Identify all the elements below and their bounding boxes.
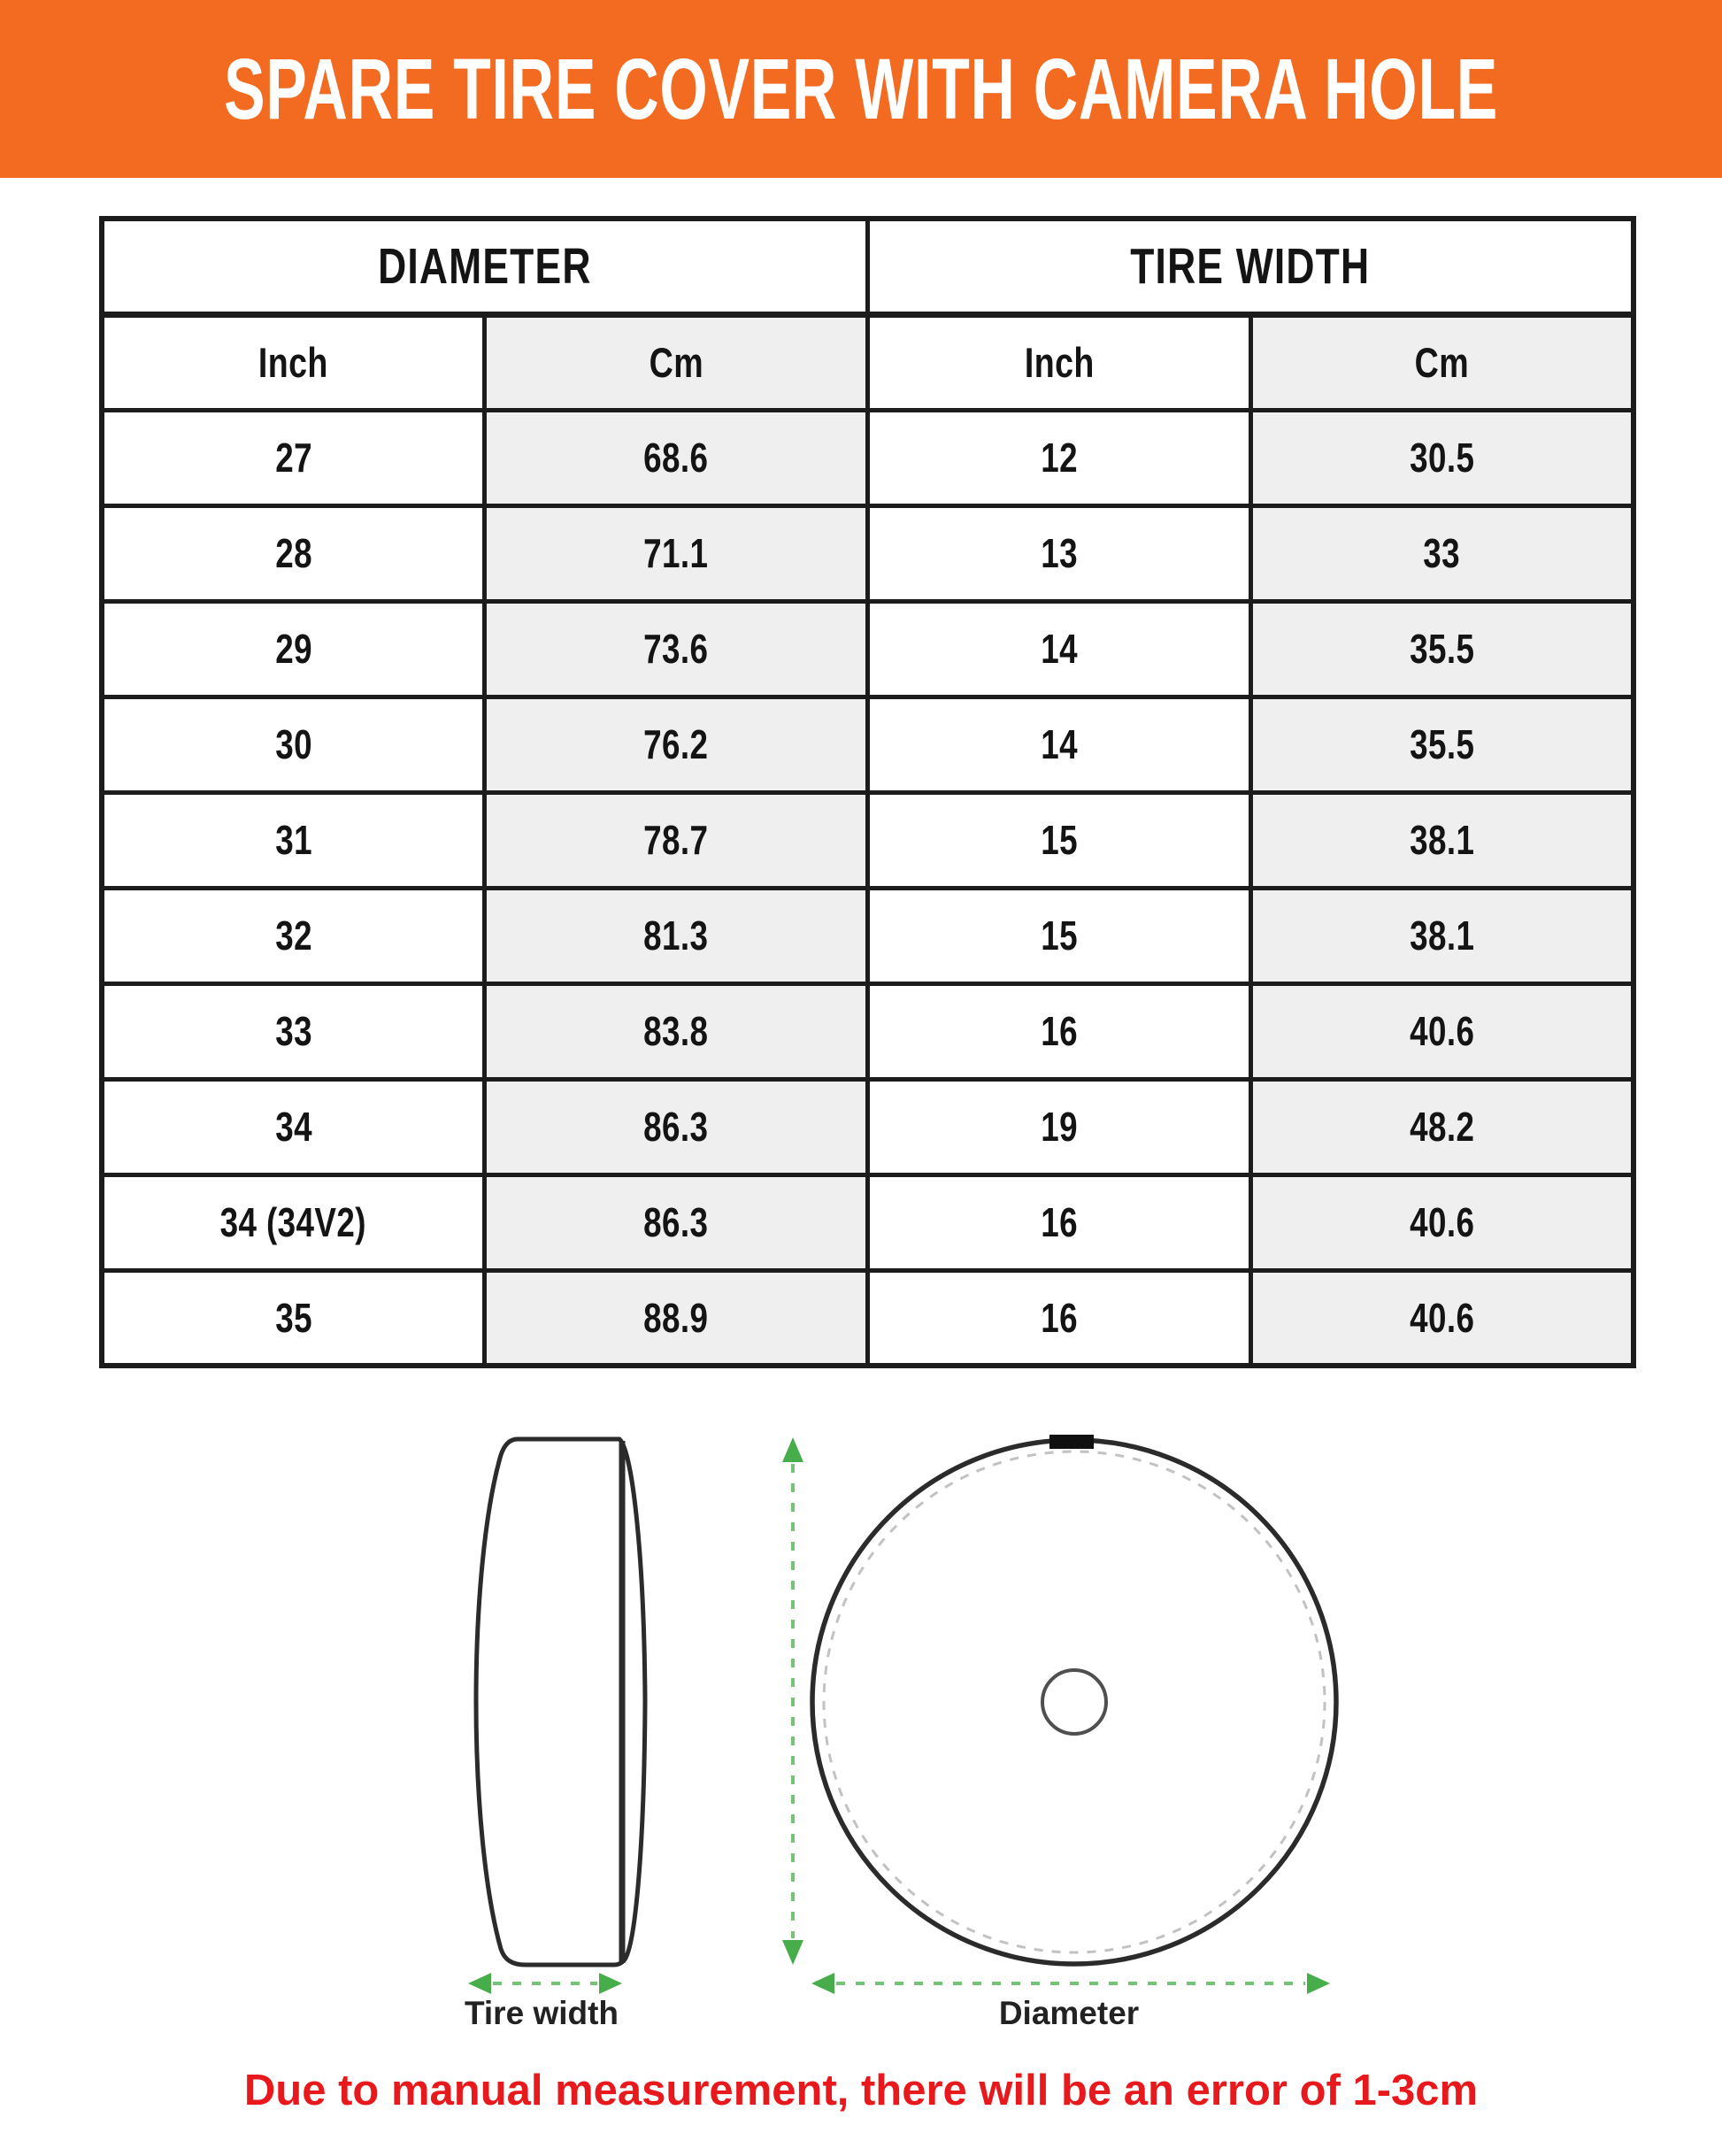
cell-cm [485,410,868,505]
cell-value: 40.6 [1409,1199,1474,1245]
cell-inch [868,697,1251,792]
sub-header-text: Inch [1024,339,1095,386]
cell-value: 34 [274,1104,312,1150]
cell-cm [1250,1174,1634,1270]
cell-value: 30 [274,721,312,767]
cell-inch [102,888,485,983]
cell-inch [102,1079,485,1174]
cell-cm [1250,888,1634,983]
table-row [102,601,1634,697]
cell-value: 68.6 [643,435,709,481]
cell-inch [868,601,1251,697]
cell-value: 28 [274,530,312,576]
cell-value: 33 [1423,530,1461,576]
size-table-head [102,219,1634,410]
tire-diagram [0,1381,1722,2071]
cell-value: 30.5 [1409,435,1474,481]
cell-value: 31 [274,817,312,863]
group-header-tire-width [868,219,1634,314]
cell-inch [102,601,485,697]
cell-cm [485,601,868,697]
cell-inch [868,888,1251,983]
cell-value: 86.3 [643,1199,709,1245]
cell-value: 16 [1040,1294,1078,1341]
cell-value: 14 [1040,721,1078,767]
cell-cm [485,983,868,1079]
camera-hole [1042,1670,1106,1734]
cell-cm [485,1270,868,1366]
cell-value: 71.1 [643,530,709,576]
group-header-diameter-text: DIAMETER [378,237,592,295]
vertical-arrow-head-bottom [782,1940,803,1965]
diameter-label: Diameter [998,1995,1140,2031]
tire-front-view [812,1435,1336,1964]
page-title-text: SPARE TIRE COVER WITH CAMERA HOLE [224,41,1498,137]
table-row [102,792,1634,888]
cell-inch [102,505,485,601]
cell-value: 16 [1040,1008,1078,1054]
cell-value: 32 [274,912,312,959]
size-table [99,216,1636,1368]
cell-inch [868,1174,1251,1270]
cell-value: 13 [1040,530,1078,576]
group-header-diameter [102,219,868,314]
diameter-arrow-head-left [811,1973,834,1994]
vertical-arrow-head-top [782,1437,803,1462]
tire-side-view [476,1439,645,1965]
measurement-disclaimer: Due to manual measurement, there will be an error of 1-3cm [243,2067,1479,2114]
cell-cm [1250,697,1634,792]
tire-width-label: Tire width [464,1995,619,2031]
cell-value: 16 [1040,1199,1078,1245]
cell-cm [485,888,868,983]
cell-cm [485,505,868,601]
cell-value: 35.5 [1409,721,1474,767]
cell-value: 81.3 [643,912,709,959]
cell-inch [868,410,1251,505]
cell-cm [1250,792,1634,888]
sub-header-text: Cm [649,339,703,386]
cell-value: 83.8 [643,1008,709,1054]
vertical-measure-arrow [782,1437,803,1965]
cell-value: 78.7 [643,817,709,863]
table-row [102,505,1634,601]
tire-width-arrow [468,1973,622,1994]
sub-header-row [102,314,1634,410]
cell-cm [1250,1079,1634,1174]
cell-inch [102,792,485,888]
cell-value: 38.1 [1409,912,1474,959]
cell-cm [1250,1270,1634,1366]
cell-cm [485,792,868,888]
table-row [102,410,1634,505]
cell-cm [485,1174,868,1270]
sub-header-width-inch [868,314,1251,410]
cell-inch [868,792,1251,888]
cell-cm [485,1079,868,1174]
size-table-body [102,410,1634,1366]
sub-header-text: Cm [1414,339,1470,386]
cell-value: 14 [1040,626,1078,672]
banner [0,0,1722,178]
cell-value: 27 [274,435,312,481]
cell-value: 35.5 [1409,626,1474,672]
cell-value: 15 [1040,912,1078,959]
cell-inch [868,505,1251,601]
cell-value: 33 [274,1008,312,1054]
cell-cm [1250,601,1634,697]
table-row [102,1079,1634,1174]
cell-value: 86.3 [643,1104,709,1150]
sub-header-text: Inch [258,339,329,386]
page-title [0,41,1722,137]
sub-header-diameter-inch [102,314,485,410]
cell-value: 34 (34V2) [220,1199,367,1245]
cell-cm [485,697,868,792]
cell-inch [868,1270,1251,1366]
cell-value: 38.1 [1409,817,1474,863]
cell-cm [1250,410,1634,505]
cell-cm [1250,505,1634,601]
cell-value: 73.6 [643,626,709,672]
cell-value: 15 [1040,817,1078,863]
cell-value: 40.6 [1409,1294,1474,1341]
diameter-arrow-head-right [1307,1973,1330,1994]
table-row [102,888,1634,983]
cell-value: 48.2 [1409,1104,1474,1150]
table-row [102,1174,1634,1270]
cell-inch [102,1174,485,1270]
cell-value: 29 [274,626,312,672]
cell-value: 35 [274,1294,312,1341]
diameter-arrow [811,1973,1330,1994]
cell-inch [868,1079,1251,1174]
sub-header-width-cm [1250,314,1634,410]
cell-value: 12 [1040,435,1078,481]
cell-inch [102,697,485,792]
group-header-tire-width-text: TIRE WIDTH [1130,237,1371,295]
sub-header-diameter-cm [485,314,868,410]
cell-inch [102,1270,485,1366]
cell-cm [1250,983,1634,1079]
cell-value: 40.6 [1409,1008,1474,1054]
tire-width-arrow-head-left [468,1973,491,1994]
tire-width-arrow-head-right [599,1973,622,1994]
group-header-row [102,219,1634,314]
top-marker [1049,1435,1094,1449]
cell-value: 76.2 [643,721,709,767]
cell-inch [102,410,485,505]
cell-inch [102,983,485,1079]
table-row [102,697,1634,792]
cell-value: 19 [1040,1104,1078,1150]
cell-value: 88.9 [643,1294,709,1341]
cell-inch [868,983,1251,1079]
table-row [102,983,1634,1079]
table-row [102,1270,1634,1366]
